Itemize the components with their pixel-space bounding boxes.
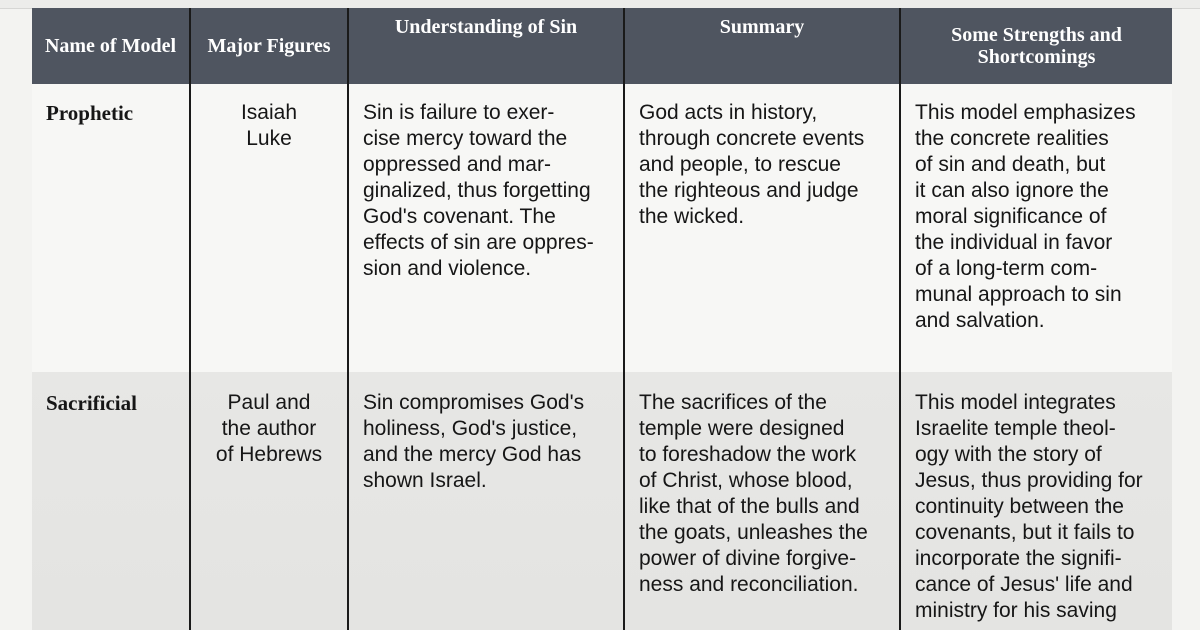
text-line: effects of sin are oppres- bbox=[363, 231, 594, 254]
major-figures-cell bbox=[190, 84, 348, 372]
text-line: like that of the bulls and bbox=[639, 495, 860, 518]
text-line: Sin compromises God's bbox=[363, 391, 585, 414]
text-line: continuity between the bbox=[915, 495, 1124, 518]
text-line: sion and violence. bbox=[363, 257, 532, 280]
text-line: God's covenant. The bbox=[363, 205, 556, 228]
table-header-row bbox=[32, 8, 1172, 84]
text-line: ginalized, thus forgetting bbox=[363, 179, 591, 202]
figure-line: Paul and bbox=[227, 391, 311, 414]
summary-cell bbox=[624, 84, 900, 372]
models-of-sin-table bbox=[32, 8, 1172, 630]
figure-line: Luke bbox=[246, 127, 292, 150]
text-line: the concrete realities bbox=[915, 127, 1109, 150]
text-line: The sacrifices of the bbox=[639, 391, 827, 414]
text-line: munal approach to sin bbox=[915, 283, 1122, 306]
text-line: and the mercy God has bbox=[363, 443, 582, 466]
text-line: oppressed and mar- bbox=[363, 153, 551, 176]
text-line: and people, to rescue bbox=[639, 153, 841, 176]
model-name-cell: Sacrificial bbox=[32, 372, 190, 630]
text-line: ness and reconciliation. bbox=[639, 573, 859, 596]
text-line: holiness, God's justice, bbox=[363, 417, 578, 440]
header-understanding-of-sin: Understanding of Sin bbox=[348, 8, 624, 84]
figure-line: Isaiah bbox=[240, 101, 298, 124]
strengths-shortcomings-cell bbox=[900, 84, 1172, 372]
header-strengths-shortcomings: Some Strengths and Shortcomings bbox=[900, 8, 1172, 84]
table-row bbox=[32, 372, 1172, 630]
text-line: shown Israel. bbox=[363, 469, 487, 492]
text-line: This model emphasizes bbox=[915, 101, 1136, 124]
text-line: incorporate the signifi- bbox=[915, 547, 1122, 570]
text-line: the individual in favor bbox=[915, 231, 1113, 254]
text-line: Sin is failure to exer- bbox=[363, 101, 555, 124]
understanding-of-sin-cell bbox=[348, 84, 624, 372]
text-line: of sin and death, but bbox=[915, 153, 1106, 176]
text-line: cance of Jesus' life and bbox=[915, 573, 1133, 596]
text-line: of a long-term com- bbox=[915, 257, 1098, 280]
text-line: ministry for his saving bbox=[915, 599, 1117, 622]
table-row bbox=[32, 84, 1172, 372]
text-line: the goats, unleashes the bbox=[639, 521, 868, 544]
text-line: the righteous and judge bbox=[639, 179, 859, 202]
header-summary: Summary bbox=[624, 8, 900, 84]
text-line: This model integrates bbox=[915, 391, 1116, 414]
text-line: Israelite temple theol- bbox=[915, 417, 1116, 440]
text-line: the wicked. bbox=[639, 205, 745, 228]
models-table-container bbox=[32, 8, 1172, 630]
major-figures-cell bbox=[190, 372, 348, 630]
header-major-figures: Major Figures bbox=[190, 8, 348, 84]
text-line: through concrete events bbox=[639, 127, 865, 150]
text-line: to foreshadow the work bbox=[639, 443, 857, 466]
figure-line: of Hebrews bbox=[215, 443, 323, 466]
summary-cell bbox=[624, 372, 900, 630]
understanding-of-sin-cell bbox=[348, 372, 624, 630]
text-line: power of divine forgive- bbox=[639, 547, 857, 570]
text-line: God acts in history, bbox=[639, 101, 818, 124]
text-line: of Christ, whose blood, bbox=[639, 469, 853, 492]
text-line: covenants, but it fails to bbox=[915, 521, 1135, 544]
text-line: temple were designed bbox=[639, 417, 845, 440]
text-line: it can also ignore the bbox=[915, 179, 1109, 202]
model-name-cell: Prophetic bbox=[32, 84, 190, 372]
text-line: moral significance of bbox=[915, 205, 1107, 228]
text-line: Jesus, thus providing for bbox=[915, 469, 1143, 492]
text-line: and salvation. bbox=[915, 309, 1045, 332]
text-line: ogy with the story of bbox=[915, 443, 1102, 466]
strengths-shortcomings-cell bbox=[900, 372, 1172, 630]
header-name-of-model: Name of Model bbox=[32, 8, 190, 84]
figure-line: the author bbox=[221, 417, 317, 440]
text-line: cise mercy toward the bbox=[363, 127, 568, 150]
